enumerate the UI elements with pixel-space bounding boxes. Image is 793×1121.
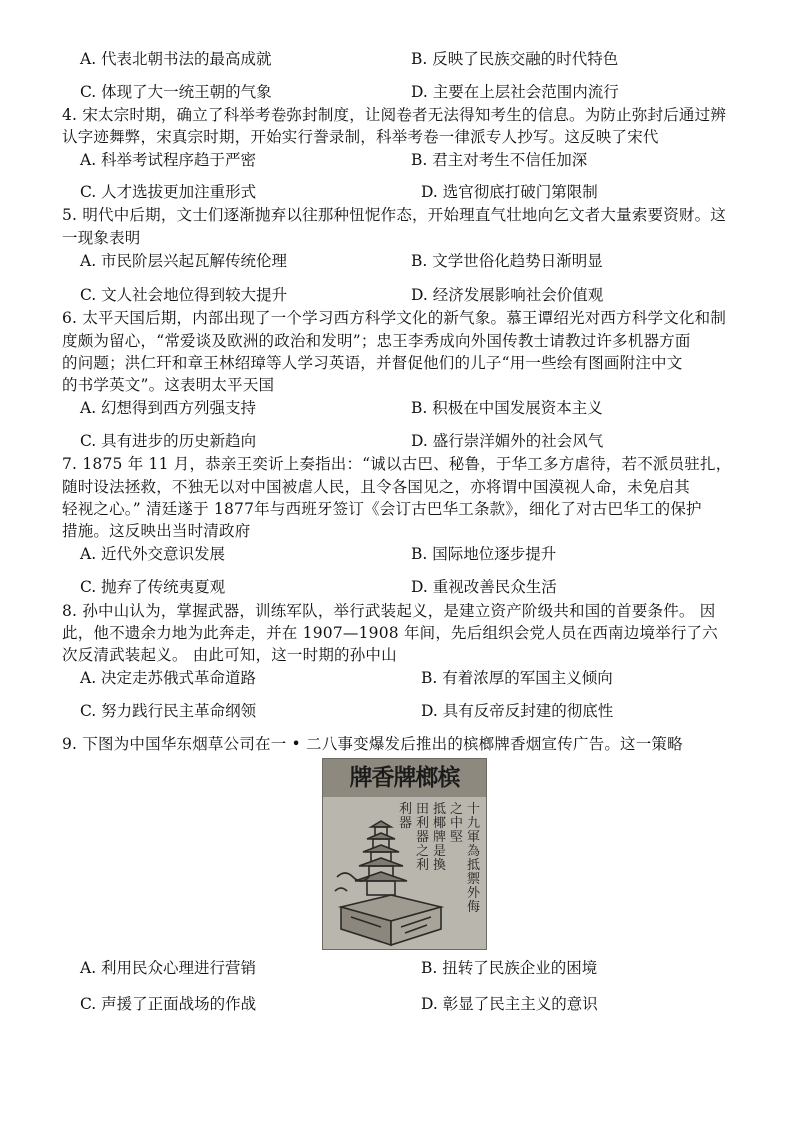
q8-stem-line2: 此，他不遗余力地为此奔走，并在 1907—1908 年间，先后组织会党人员在西南边境举行了六 [62,624,718,642]
advertisement-text-column-5: 利器 [399,802,413,831]
q8-option-b: B. 有着浓厚的军国主义倾向 [421,669,613,687]
advertisement-banner: 牌香牌榔槟 [323,759,486,797]
q7-stem-line3: 轻视之心。” 清廷遂于 1877年与西班牙签订《会订古巴华工条款》，细化了对古巴华工的保护 [62,500,702,518]
q6-option-c: C. 具有进步的历史新趋向 [80,432,257,450]
q8-option-a: A. 决定走苏俄式革命道路 [80,669,257,687]
q6-option-a: A. 幻想得到西方列强支持 [80,399,257,417]
q4-option-d: D. 选官彻底打破门第限制 [421,183,598,201]
q6-option-d: D. 盛行崇洋媚外的社会风气 [411,432,604,450]
pagoda-illustration-icon [331,817,449,949]
q5-option-c: C. 文人社会地位得到较大提升 [80,286,288,304]
q3-option-c: C. 体现了大一统王朝的气象 [80,83,272,101]
q9-option-d: D. 彰显了民主主义的意识 [421,995,598,1013]
q7-option-c: C. 抛弃了传统夷夏观 [80,578,226,596]
q4-stem-line2: 认字迹舞弊，宋真宗时期，开始实行誊录制，科举考卷一律派专人抄写。这反映了宋代 [62,128,659,146]
q4-option-c: C. 人才选拔更加注重形式 [80,183,257,201]
q9-option-a: A. 利用民众心理进行营销 [80,959,257,977]
q5-stem-line2: 一现象表明 [62,229,141,247]
q7-stem-line2: 随时设法拯救，不独无以对中国被虐人民，且令各国见之，亦将谓中国漠视人命，未免启其 [62,478,691,496]
q3-option-b: B. 反映了民族交融的时代特色 [411,50,619,68]
q8-stem-line1: 8. 孙中山认为，掌握武器，训练军队，举行武装起义，是建立资产阶级共和国的首要条件。 因 [62,602,716,620]
q4-stem-line1: 4. 宋太宗时期，确立了科举考卷弥封制度，让阅卷者无法得知考生的信息。为防止弥封后通过辨 [62,106,727,124]
q8-option-d: D. 具有反帝反封建的彻底性 [421,702,614,720]
advertisement-text-column-4: 田利器之利 [416,802,430,873]
q6-stem-line3: 的问题；洪仁玕和章王林绍璋等人学习英语，并督促他们的儿子“用一些绘有图画附注中文 [62,354,683,372]
advertisement-text-column-3: 抵椰牌是換 [433,802,447,873]
q9-option-b: B. 扭转了民族企业的困境 [421,959,598,977]
q4-option-a: A. 科举考试程序趋于严密 [80,151,257,169]
advertisement-text-column-2: 之中堅 [450,802,464,845]
q5-option-d: D. 经济发展影响社会价值观 [411,286,604,304]
q5-option-a: A. 市民阶层兴起瓦解传统伦理 [80,252,288,270]
q8-option-c: C. 努力践行民主革命纲领 [80,702,257,720]
q3-option-a: A. 代表北朝书法的最高成就 [80,50,272,68]
q8-stem-line3: 次反清武装起义。 由此可知，这一时期的孙中山 [62,646,397,664]
q6-stem-line4: 的书学英文”。这表明太平天国 [62,376,275,394]
q7-stem-line1: 7. 1875 年 11 月，恭亲王奕䜣上奏指出：“诚以古巴、秘鲁，于华工多方虐待，若不派员驻扎， [62,455,732,473]
q6-option-b: B. 积极在中国发展资本主义 [411,399,603,417]
q3-option-d: D. 主要在上层社会范围内流行 [411,83,619,101]
q9-option-c: C. 声援了正面战场的作战 [80,995,257,1013]
q7-option-b: B. 国际地位逐步提升 [411,545,557,563]
q6-stem-line2: 度颇为留心，“常爱谈及欧洲的政治和发明”；忠王李秀成向外国传教士请教过许多机器方面 [62,332,691,350]
q7-stem-line4: 措施。这反映出当时清政府 [62,522,251,540]
cigarette-advertisement-image [322,758,487,950]
q7-option-d: D. 重视改善民众生活 [411,578,557,596]
q5-stem-line1: 5. 明代中后期，文士们逐渐抛弃以往那种忸怩作态，开始理直气壮地向乞文者大量索要资财。这 [62,206,727,224]
q9-stem-line1: 9. 下图为中国华东烟草公司在一 • 二八事变爆发后推出的槟榔牌香烟宣传广告。这一策略 [62,735,683,753]
q6-stem-line1: 6. 太平天国后期，内部出现了一个学习西方科学文化的新气象。慕王谭绍光对西方科学文化和制 [62,309,727,327]
advertisement-text-column-1: 十九軍為抵禦外侮 [467,802,481,915]
q4-option-b: B. 君主对考生不信任加深 [411,151,588,169]
q7-option-a: A. 近代外交意识发展 [80,545,226,563]
q5-option-b: B. 文学世俗化趋势日渐明显 [411,252,603,270]
